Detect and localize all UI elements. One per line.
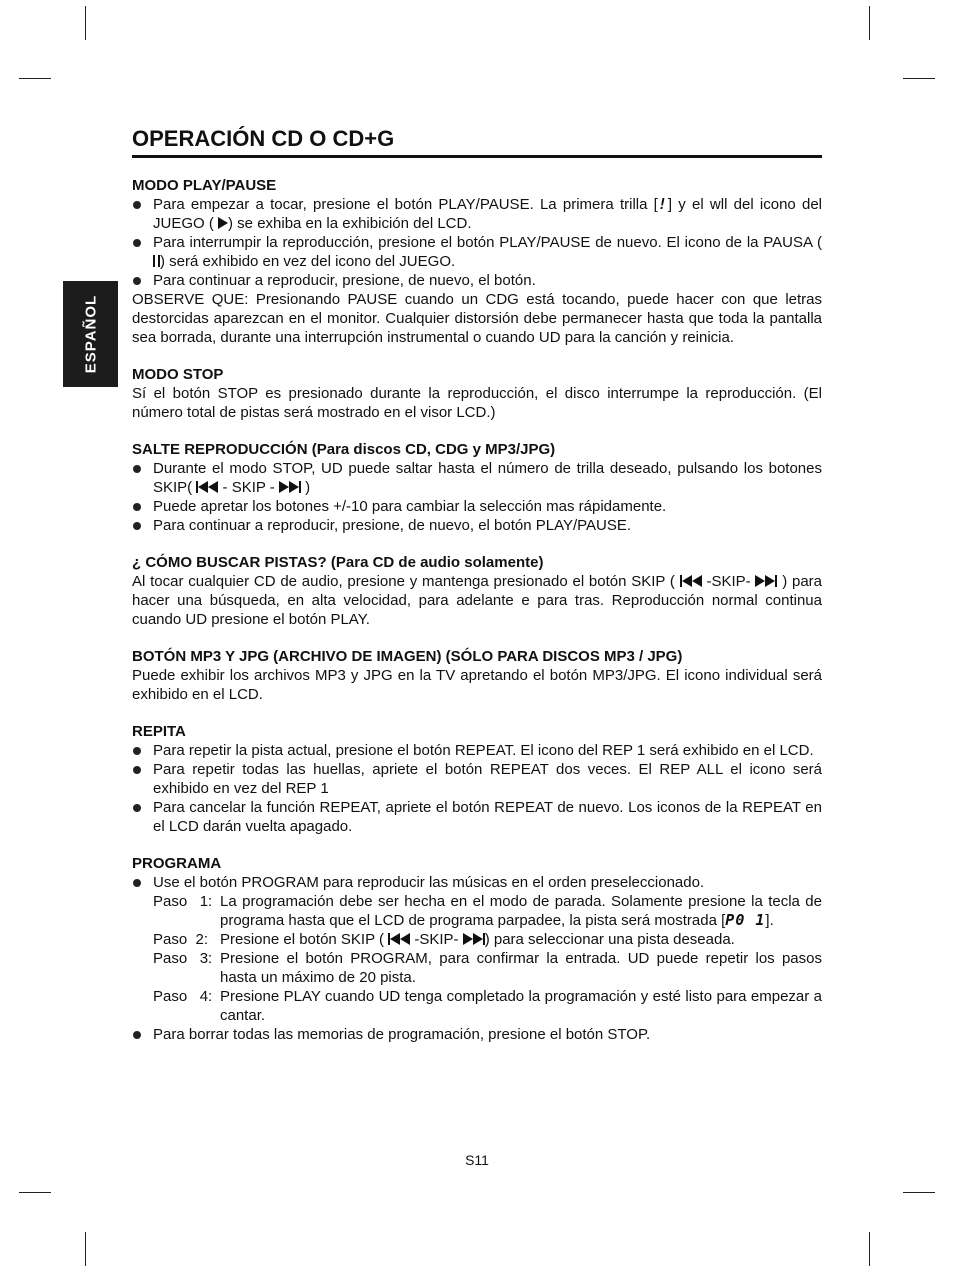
bullet-list bbox=[132, 1025, 822, 1044]
text: Presione el botón SKIP ( bbox=[220, 931, 389, 948]
page-number: S11 bbox=[465, 1152, 489, 1168]
crop-mark bbox=[903, 1192, 935, 1193]
section-heading: ¿ CÓMO BUSCAR PISTAS? (Para CD de audio solamente) bbox=[132, 554, 544, 571]
list-item: Para continuar a reproducir, presione, de nuevo, el botón PLAY/PAUSE. bbox=[132, 516, 822, 535]
list-item: Para repetir todas las huellas, apriete el botón REPEAT dos veces. El REP ALL el icono será exhibido en vez del REP 1 bbox=[132, 760, 822, 798]
crop-mark bbox=[19, 1192, 51, 1193]
step-label: Paso 4: bbox=[153, 988, 213, 1005]
skip-forward-icon bbox=[279, 481, 301, 493]
program-step bbox=[132, 930, 822, 949]
step-text bbox=[220, 930, 822, 949]
skip-back-icon bbox=[196, 481, 218, 493]
program-step bbox=[132, 987, 822, 1025]
crop-mark bbox=[869, 1232, 870, 1266]
text: -SKIP- bbox=[410, 931, 463, 948]
section-repeat bbox=[132, 722, 822, 836]
text: Para interrumpir la reproducción, presione el botón PLAY/PAUSE de nuevo. El icono de la PAUSA ( bbox=[153, 234, 822, 251]
page-content bbox=[132, 125, 822, 1044]
language-tab-label: ESPAÑOL bbox=[82, 294, 99, 374]
step-label: Paso 3: bbox=[153, 950, 213, 967]
note-text: OBSERVE QUE: Presionando PAUSE cuando un CDG está tocando, puede hacer con que letras destorcidas aparezcan en el monitor. Cualquier distorsión debe permanecer hasta que toda la pantalla sea borrada, durante una interrupción instrumental o cuando UD para la canción y reinicia. bbox=[132, 291, 822, 346]
section-program bbox=[132, 854, 822, 1044]
step-text: Presione el botón PROGRAM, para confirmar la entrada. UD puede repetir los pasos hasta un máximo de 20 pista. bbox=[220, 950, 822, 986]
text: ) bbox=[300, 479, 311, 496]
crop-mark bbox=[85, 6, 86, 40]
list-item: Para continuar a reproducir, presione, de nuevo, el botón. bbox=[132, 271, 822, 290]
paragraph: Puede exhibir los archivos MP3 y JPG en la TV apretando el botón MP3/JPG. El icono individual será exhibido en el LCD. bbox=[132, 667, 822, 703]
language-tab bbox=[63, 281, 118, 387]
bullet-list bbox=[132, 741, 822, 836]
section-heading: MODO PLAY/PAUSE bbox=[132, 177, 277, 194]
skip-back-icon bbox=[388, 933, 410, 945]
section-heading: REPITA bbox=[132, 723, 186, 740]
crop-mark bbox=[869, 6, 870, 40]
list-item bbox=[132, 233, 822, 271]
text: - SKIP - bbox=[218, 479, 279, 496]
text: ) para seleccionar una pista deseada. bbox=[484, 931, 735, 948]
page-title: OPERACIÓN CD O CD+G bbox=[132, 125, 822, 158]
step-text: Presione PLAY cuando UD tenga completado la programación y esté listo para empezar a cantar. bbox=[220, 988, 822, 1024]
paragraph: Sí el botón STOP es presionado durante la reproducción, el disco interrumpe la reproducción. (El número total de pistas será mostrado en el visor LCD.) bbox=[132, 385, 822, 421]
list-item: Puede apretar los botones +/-10 para cambiar la selección mas rápidamente. bbox=[132, 497, 822, 516]
text: ] y el wll del icono del JUEGO ( bbox=[153, 196, 822, 232]
list-item: Para cancelar la función REPEAT, apriete el botón REPEAT de nuevo. Los iconos de la REPEAT en el LCD darán vuelta apagado. bbox=[132, 798, 822, 836]
skip-back-icon bbox=[680, 575, 702, 587]
crop-mark bbox=[903, 78, 935, 79]
program-step bbox=[132, 892, 822, 930]
list-item bbox=[132, 459, 822, 497]
list-item: Use el botón PROGRAM para reproducir las músicas en el orden preseleccionado. bbox=[132, 873, 822, 892]
step-label: Paso 1: bbox=[153, 893, 213, 910]
skip-forward-icon bbox=[463, 933, 485, 945]
paragraph bbox=[132, 572, 822, 629]
play-icon bbox=[218, 217, 228, 229]
step-text bbox=[220, 892, 822, 930]
list-item bbox=[132, 195, 822, 233]
text: ) será exhibido en vez del icono del JUEGO. bbox=[160, 253, 456, 270]
section-heading: SALTE REPRODUCCIÓN (Para discos CD, CDG y MP3/JPG) bbox=[132, 441, 556, 458]
bullet-list bbox=[132, 195, 822, 290]
crop-mark bbox=[85, 1232, 86, 1266]
text: Durante el modo STOP, UD puede saltar hasta el número de trilla deseado, pulsando los botones SKIP( bbox=[153, 460, 822, 496]
text: ) para hacer una búsqueda, en alta velocidad, para adelante e para tras. Reproducción normal continua cuando UD presione el botón PLAY. bbox=[132, 573, 823, 628]
list-item: Para repetir la pista actual, presione el botón REPEAT. El icono del REP 1 será exhibido en el LCD. bbox=[132, 741, 822, 760]
bullet-list bbox=[132, 873, 822, 892]
text: Al tocar cualquier CD de audio, presione y mantenga presionado el botón SKIP ( bbox=[132, 573, 680, 590]
text: La programación debe ser hecha en el modo de parada. Solamente presione la tecla de programa hasta que el LCD de programa parpadee, la pista será mostrada [ bbox=[220, 893, 822, 929]
section-stop bbox=[132, 365, 822, 422]
crop-mark bbox=[19, 78, 51, 79]
text: -SKIP- bbox=[701, 573, 756, 590]
section-play-pause bbox=[132, 176, 822, 347]
section-search bbox=[132, 553, 822, 629]
skip-forward-icon bbox=[755, 575, 777, 587]
lcd-segment-icon: ! bbox=[657, 195, 668, 213]
section-skip bbox=[132, 440, 822, 535]
text: ]. bbox=[765, 912, 774, 929]
lcd-segment-icon: P0 1 bbox=[725, 911, 766, 929]
text: ) se exhiba en la exhibición del LCD. bbox=[228, 215, 472, 232]
bullet-list bbox=[132, 459, 822, 535]
section-heading: BOTÓN MP3 Y JPG (ARCHIVO DE IMAGEN) (SÓLO PARA DISCOS MP3 / JPG) bbox=[132, 648, 683, 665]
step-label: Paso 2: bbox=[153, 931, 209, 948]
program-step bbox=[132, 949, 822, 987]
section-mp3-jpg bbox=[132, 647, 822, 704]
list-item: Para borrar todas las memorias de programación, presione el botón STOP. bbox=[132, 1025, 822, 1044]
section-heading: MODO STOP bbox=[132, 366, 224, 383]
pause-icon bbox=[153, 255, 160, 267]
section-heading: PROGRAMA bbox=[132, 855, 222, 872]
text: Para empezar a tocar, presione el botón PLAY/PAUSE. La primera trilla [ bbox=[153, 196, 658, 213]
